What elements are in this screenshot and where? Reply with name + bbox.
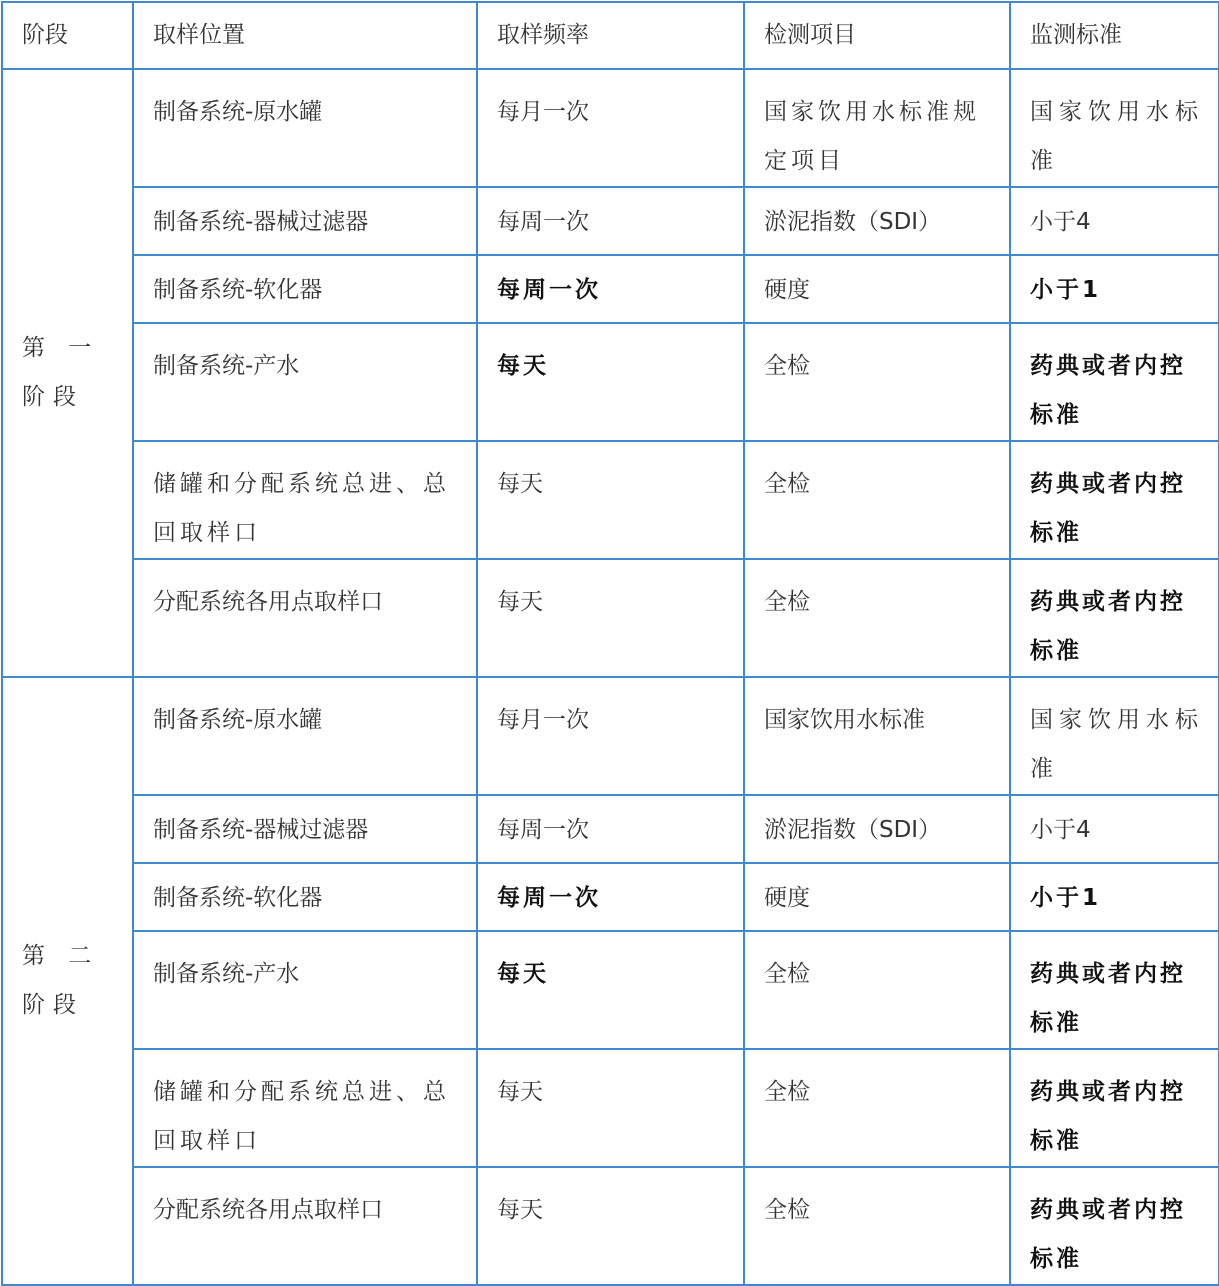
frequency-cell: 每周一次 [477,863,744,931]
location-cell: 制备系统-软化器 [133,255,477,323]
location-cell: 制备系统-原水罐 [133,69,477,187]
item-cell: 全检 [744,441,1010,559]
frequency-cell: 每周一次 [477,795,744,863]
standard-cell: 药典或者内控标准 [1010,441,1219,559]
header-frequency: 取样频率 [477,2,744,69]
stage-1-cell: 第 一 阶段 [2,69,133,677]
location-cell: 储罐和分配系统总进、总回取样口 [133,441,477,559]
frequency-cell: 每月一次 [477,69,744,187]
location-cell: 制备系统-产水 [133,931,477,1049]
table-row [2,1049,1219,1167]
standard-cell: 国家饮用水标准 [1010,677,1219,795]
location-cell: 制备系统-原水罐 [133,677,477,795]
item-cell: 全检 [744,559,1010,677]
location-cell: 制备系统-软化器 [133,863,477,931]
header-item: 检测项目 [744,2,1010,69]
header-standard: 监测标准 [1010,2,1219,69]
table-row [2,677,1219,795]
table-row [2,1167,1219,1285]
standard-cell: 药典或者内控标准 [1010,559,1219,677]
frequency-cell: 每天 [477,323,744,441]
standard-cell: 小于4 [1010,187,1219,255]
location-cell: 储罐和分配系统总进、总回取样口 [133,1049,477,1167]
standard-cell: 药典或者内控标准 [1010,1049,1219,1167]
standard-cell: 小于4 [1010,795,1219,863]
standard-cell: 小于1 [1010,863,1219,931]
frequency-cell: 每周一次 [477,255,744,323]
standard-cell: 药典或者内控标准 [1010,931,1219,1049]
location-cell: 制备系统-产水 [133,323,477,441]
item-cell: 全检 [744,1049,1010,1167]
table-row [2,863,1219,931]
stage-2-cell: 第 二 阶段 [2,677,133,1285]
location-cell: 分配系统各用点取样口 [133,559,477,677]
frequency-cell: 每天 [477,931,744,1049]
header-row [2,2,1219,69]
frequency-cell: 每天 [477,559,744,677]
frequency-cell: 每天 [477,441,744,559]
table-row [2,187,1219,255]
frequency-cell: 每月一次 [477,677,744,795]
location-cell: 制备系统-器械过滤器 [133,795,477,863]
item-cell: 全检 [744,931,1010,1049]
standard-cell: 小于1 [1010,255,1219,323]
table-row [2,255,1219,323]
table-row [2,559,1219,677]
frequency-cell: 每天 [477,1167,744,1285]
frequency-cell: 每天 [477,1049,744,1167]
item-cell: 淤泥指数（SDI） [744,187,1010,255]
table-row [2,323,1219,441]
frequency-cell: 每周一次 [477,187,744,255]
header-location: 取样位置 [133,2,477,69]
header-stage: 阶段 [2,2,133,69]
item-cell: 全检 [744,1167,1010,1285]
item-cell: 硬度 [744,255,1010,323]
table-row [2,795,1219,863]
location-cell: 制备系统-器械过滤器 [133,187,477,255]
item-cell: 全检 [744,323,1010,441]
item-cell: 国家饮用水标准 [744,677,1010,795]
table-row [2,69,1219,187]
standard-cell: 药典或者内控标准 [1010,323,1219,441]
sampling-plan-table [1,1,1219,1286]
table-row [2,931,1219,1049]
location-cell: 分配系统各用点取样口 [133,1167,477,1285]
table-row [2,441,1219,559]
item-cell: 国家饮用水标准规定项目 [744,69,1010,187]
item-cell: 淤泥指数（SDI） [744,795,1010,863]
standard-cell: 药典或者内控标准 [1010,1167,1219,1285]
standard-cell: 国家饮用水标准 [1010,69,1219,187]
item-cell: 硬度 [744,863,1010,931]
